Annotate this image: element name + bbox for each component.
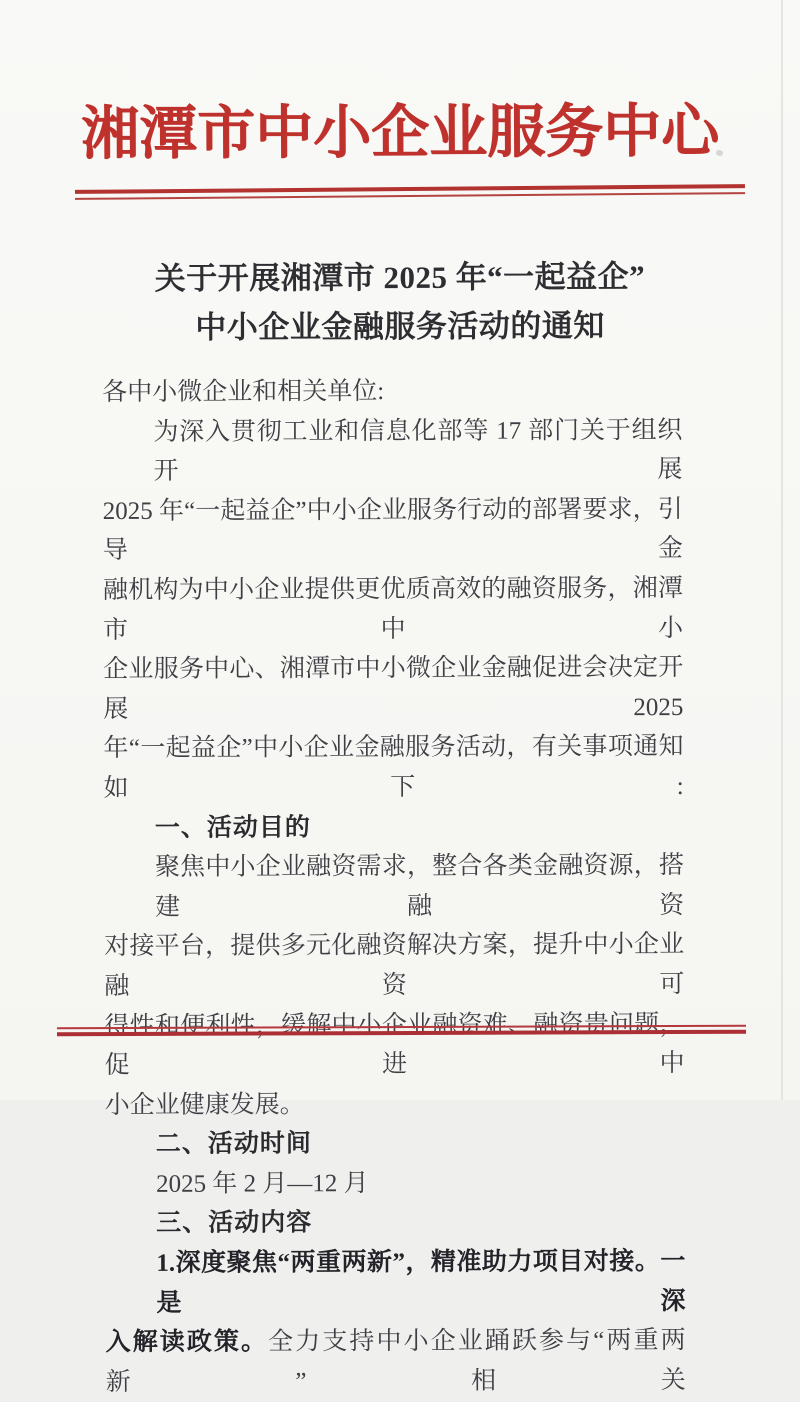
body-line: 2025 年“一起益企”中小企业服务行动的部署要求，引导金 — [102, 495, 683, 565]
document-body — [102, 371, 686, 1402]
document-title-line-2: 中小企业金融服务活动的通知 — [195, 308, 605, 345]
body-line: 得性和便利性，缓解中小企业融资难、融资贵问题，促进中 — [104, 1010, 685, 1080]
body-line: 为深入贯彻工业和信息化部等 17 部门关于组织开展 — [153, 416, 683, 486]
body-line — [106, 1321, 686, 1402]
document-title — [0, 251, 800, 352]
body-line: 对接平台，提供多元化融资解决方案，提升中小企业融资可 — [104, 931, 685, 1000]
body-line: 小企业健康发展。 — [104, 1091, 305, 1119]
body-line: 2025 年 2 月—12 月 — [155, 1169, 369, 1198]
document-title-line-1: 关于开展湘潭市 2025 年“一起益企” — [154, 258, 646, 297]
body-line: 融机构为中小企业提供更优质高效的融资服务，湘潭市中小 — [102, 574, 684, 644]
body-line — [105, 1242, 685, 1323]
section-heading: 二、活动时间 — [155, 1129, 312, 1159]
body-line: 企业服务中心、湘潭市中小微企业金融促进会决定开展 2025 — [103, 654, 684, 723]
body-line: 各中小微企业和相关单位: — [102, 378, 385, 407]
body-line: 年“一起益企”中小企业金融服务活动，有关事项通知如下: — [103, 733, 684, 802]
text-segment: 全力支持中小企业踊跃参与“两重两新”相关 — [105, 1327, 686, 1396]
body-line: 聚焦中小企业融资需求，整合各类金融资源，搭建融资 — [154, 852, 685, 921]
section-heading: 三、活动内容 — [156, 1208, 313, 1238]
text-segment: 1.深度聚焦“两重两新”，精准助力项目对接。一是深 — [156, 1248, 686, 1317]
letterhead-double-rule — [75, 184, 745, 200]
letterhead-org-name: 湘潭市中小企业服务中心 — [80, 98, 720, 167]
section-heading: 一、活动目的 — [154, 812, 311, 842]
text-segment: 入解读政策。 — [105, 1328, 269, 1357]
